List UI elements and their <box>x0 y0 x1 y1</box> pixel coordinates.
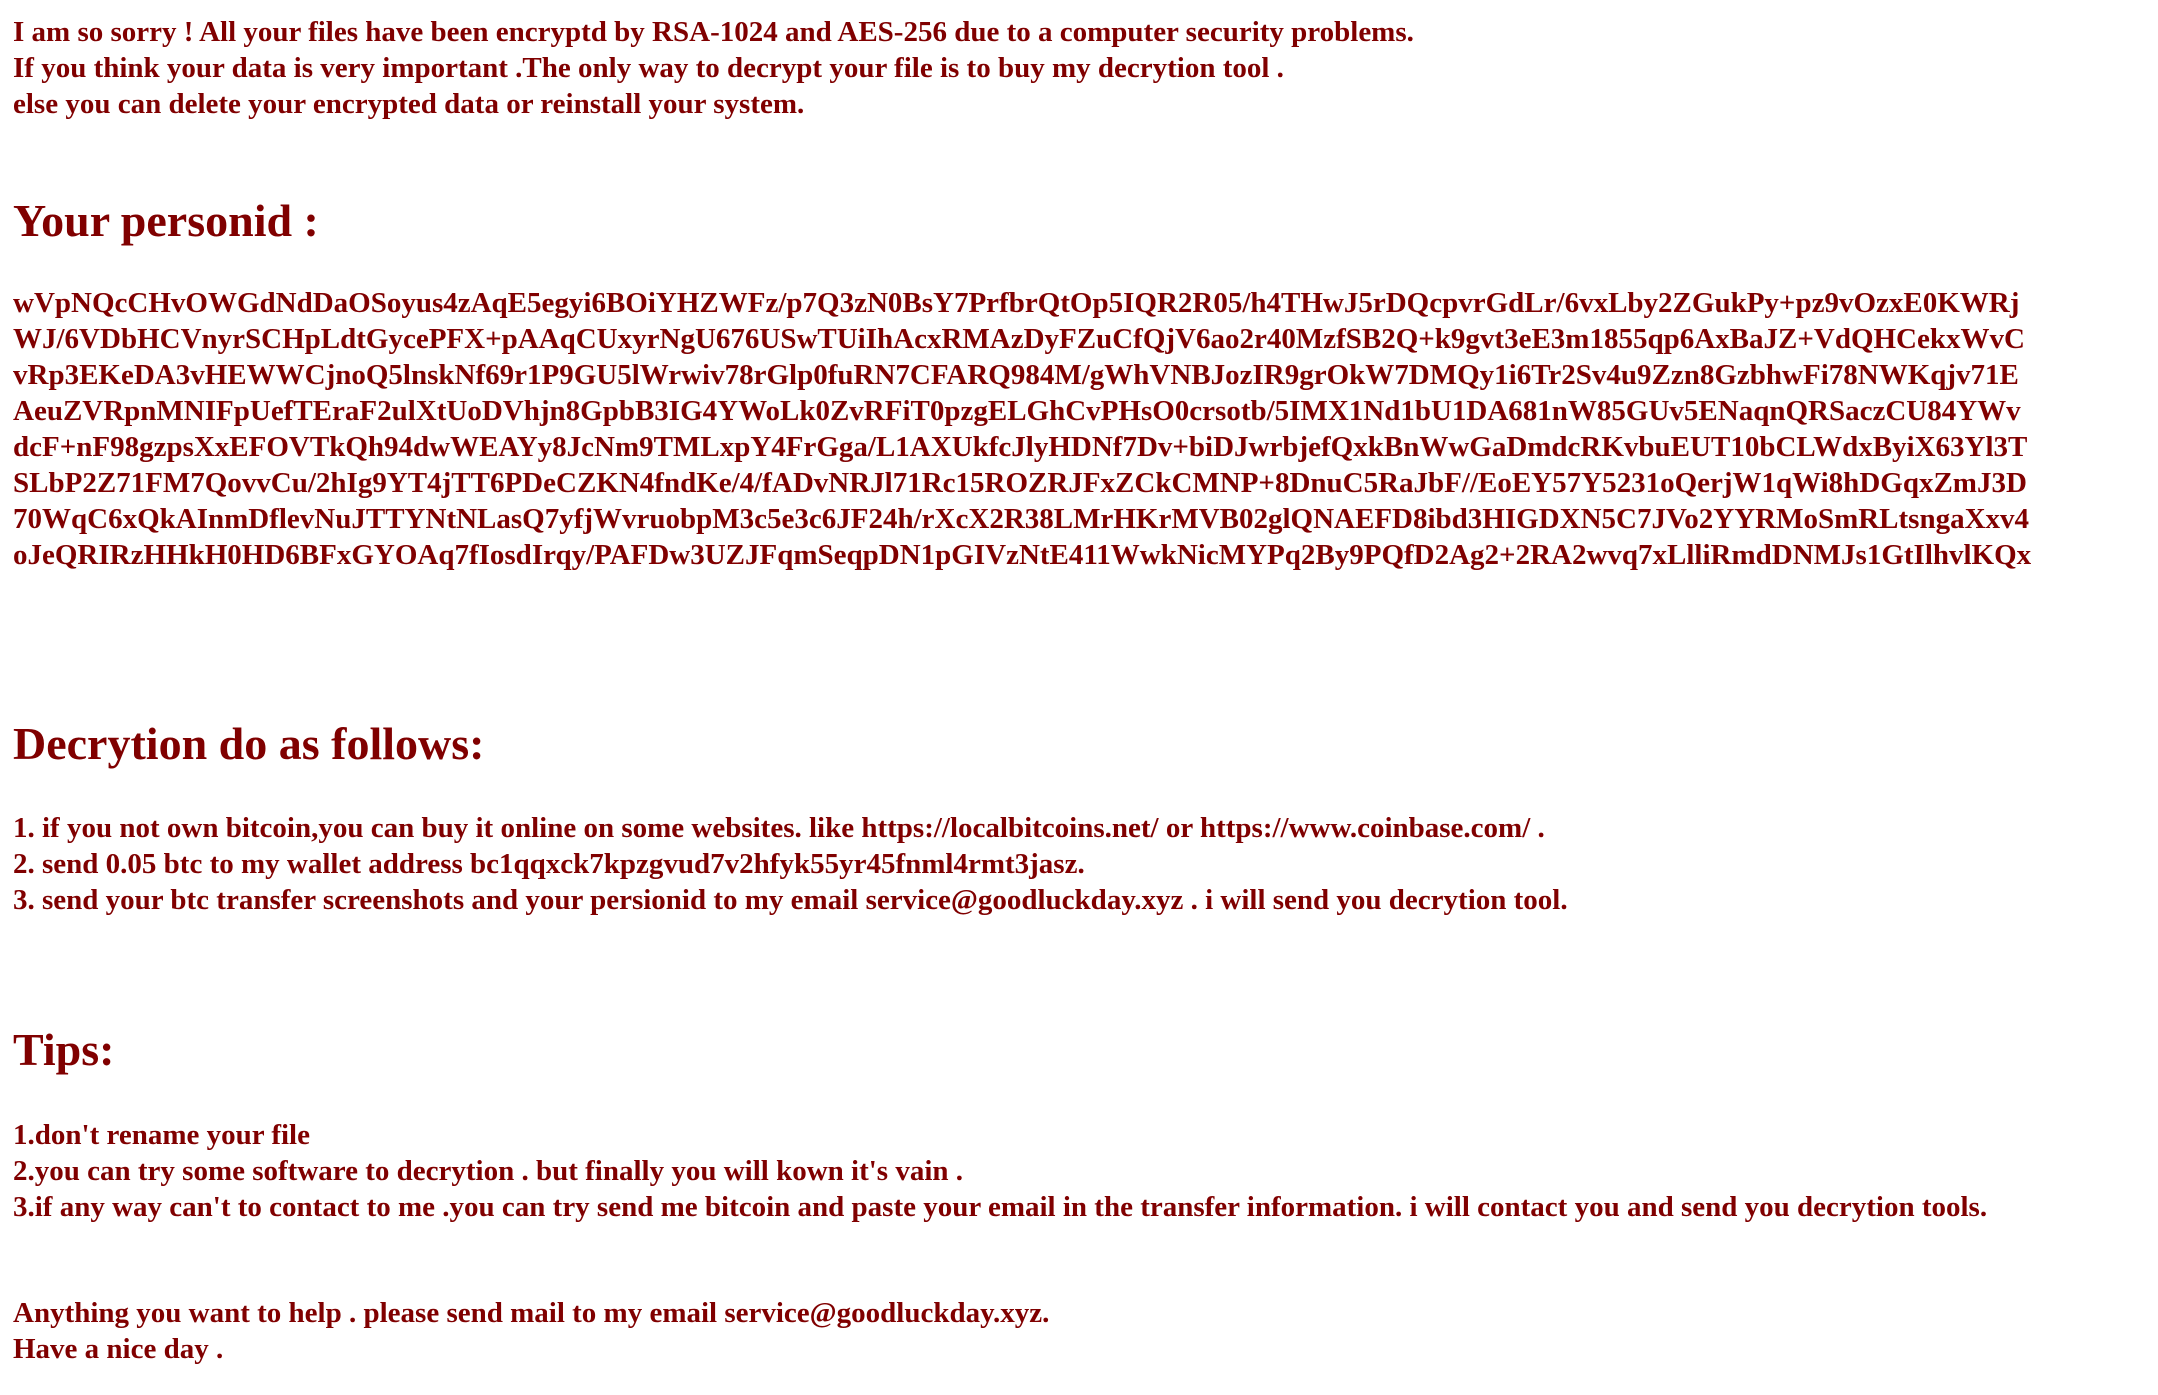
tips-heading: Tips: <box>13 1024 115 1075</box>
personid-line[interactable]: SLbP2Z71FM7QovvCu/2hIg9YT4jTT6PDeCZKN4fndKe/4/fADvNRJl71Rc15ROZRJFxZCkCMNP+8DnuC5RaJbF//EoEY57Y5231oQerjW1qWi8hDGqxZmJ3D <box>13 467 2027 499</box>
personid-line[interactable]: dcF+nF98gzpsXxEFOVTkQh94dwWEAYy8JcNm9TMLxpY4FrGga/L1AXUkfcJlyHDNf7Dv+biDJwrbjefQxkBnWwGaDmdcRKvbuEUT10bCLWdxByiX63Yl3T <box>13 431 2028 463</box>
decryption-heading: Decrytion do as follows: <box>13 718 485 769</box>
intro-line: If you think your data is very important .The only way to decrypt your file is to buy my decrytion tool . <box>13 52 1284 84</box>
personid-line[interactable]: WJ/6VDbHCVnyrSCHpLdtGycePFX+pAAqCUxyrNgU676USwTUiIhAcxRMAzDyFZuCfQjV6ao2r40MzfSB2Q+k9gvt3eE3m1855qp6AxBaJZ+VdQHCekxWvC <box>13 323 2025 355</box>
intro-line: else you can delete your encrypted data or reinstall your system. <box>13 88 805 120</box>
personid-line[interactable]: 70WqC6xQkAInmDflevNuJTTYNtNLasQ7yfjWvruobpM3c5e3c6JF24h/rXcX2R38LMrHKrMVB02glQNAEFD8ibd3HIGDXN5C7JVo2YYRMoSmRLtsngaXxv4 <box>13 503 2030 535</box>
personid-heading: Your personid : <box>13 195 319 246</box>
tip-item: 3.if any way can't to contact to me .you can try send me bitcoin and paste your email in the transfer information. i will contact you and send you decrytion tools. <box>13 1191 1988 1223</box>
tip-item: 1.don't rename your file <box>13 1119 310 1151</box>
closing-text <box>13 1295 1049 1367</box>
closing-line: Anything you want to help . please send mail to my email service@goodluckday.xyz. <box>13 1297 1050 1329</box>
intro-line: I am so sorry ! All your files have been encryptd by RSA-1024 and AES-256 due to a computer security problems. <box>13 16 1414 48</box>
decryption-steps <box>13 810 1568 918</box>
decryption-step: 2. send 0.05 btc to my wallet address bc1qqxck7kpzgvud7v2hfyk55yr45fnml4rmt3jasz. <box>13 848 1085 880</box>
tip-item: 2.you can try some software to decrytion . but finally you will kown it's vain . <box>13 1155 964 1187</box>
closing-line: Have a nice day . <box>13 1333 224 1365</box>
personid-line[interactable]: vRp3EKeDA3vHEWWCjnoQ5lnskNf69r1P9GU5lWrwiv78rGlp0fuRN7CFARQ984M/gWhVNBJozIR9grOkW7DMQy1i6Tr2Sv4u9Zzn8GzbhwFi78NWKqjv71E <box>13 359 2019 391</box>
decryption-step: 3. send your btc transfer screenshots and your persionid to my email service@goodluckday.xyz . i will send you decrytion tool. <box>13 884 1568 916</box>
intro-text <box>13 14 1414 122</box>
decryption-step: 1. if you not own bitcoin,you can buy it online on some websites. like https://localbitcoins.net/ or https://www.coinbase.com/ . <box>13 812 1545 844</box>
tips-list <box>13 1117 1987 1225</box>
personid-line[interactable]: oJeQRIRzHHkH0HD6BFxGYOAq7fIosdIrqy/PAFDw3UZJFqmSeqpDN1pGIVzNtE411WwkNicMYPq2By9PQfD2Ag2+2RA2wvq7xLlliRmdDNMJs1GtIlhvlKQx <box>13 539 2032 571</box>
personid-line[interactable]: AeuZVRpnMNIFpUefTEraF2ulXtUoDVhjn8GpbB3IG4YWoLk0ZvRFiT0pzgELGhCvPHsO0crsotb/5IMX1Nd1bU1DA681nW85GUv5ENaqnQRSaczCU84YWv <box>13 395 2021 427</box>
personid-value[interactable] <box>13 285 2031 573</box>
personid-line[interactable]: wVpNQcCHvOWGdNdDaOSoyus4zAqE5egyi6BOiYHZWFz/p7Q3zN0BsY7PrfbrQtOp5IQR2R05/h4THwJ5rDQcpvrGdLr/6vxLby2ZGukPy+pz9vOzxE0KWRj <box>13 287 2020 319</box>
